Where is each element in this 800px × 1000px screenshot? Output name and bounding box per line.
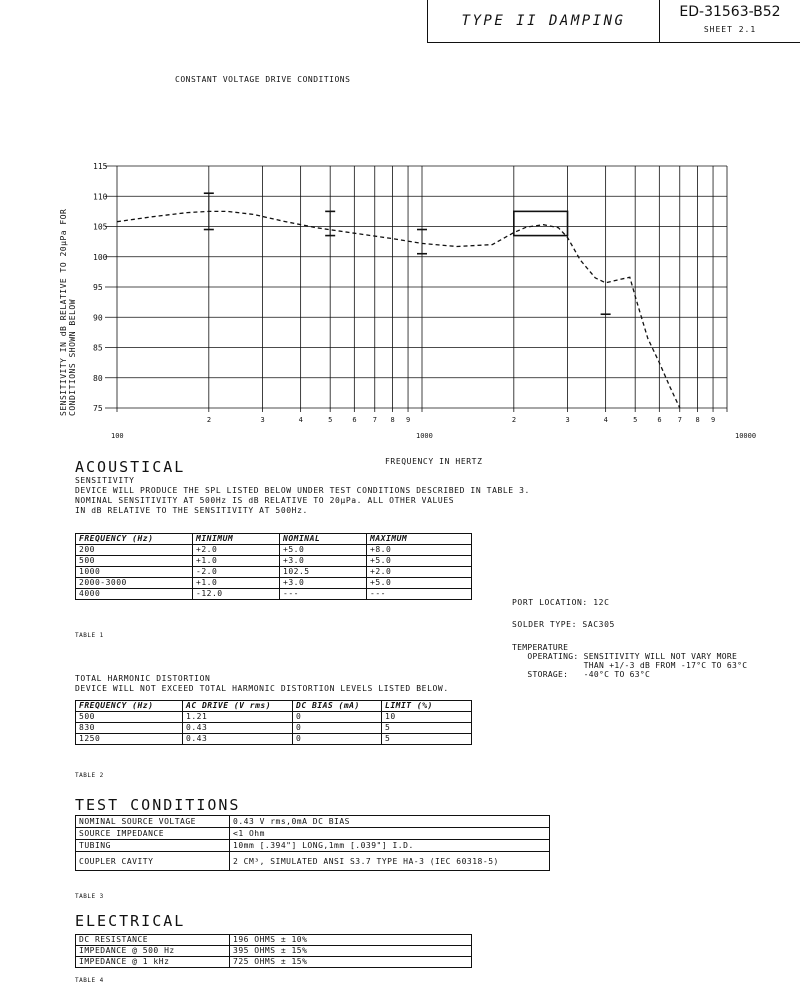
table-cell: COUPLER CAVITY <box>76 852 230 871</box>
table-cell: 5 <box>382 734 472 745</box>
y-tick-label: 105 <box>93 222 108 232</box>
table-header-cell: FREQUENCY (Hz) <box>76 701 183 712</box>
table-4-caption: TABLE 4 <box>75 977 104 984</box>
y-tick-label: 80 <box>93 373 103 383</box>
table-cell: <1 Ohm <box>230 828 550 840</box>
table-header-cell: DC BIAS (mA) <box>293 701 382 712</box>
sheet-number: SHEET 2.1 <box>703 25 757 34</box>
table-1-caption: TABLE 1 <box>75 632 104 639</box>
acoustical-heading: ACOUSTICAL <box>75 458 186 476</box>
table-cell: +2.0 <box>367 567 472 578</box>
y-tick-label: 115 <box>93 162 108 171</box>
table-cell: 2 CM³, SIMULATED ANSI S3.7 TYPE HA-3 (IEC 60318-5) <box>230 852 550 871</box>
table-cell: --- <box>280 589 367 600</box>
table-header-cell: MINIMUM <box>193 534 280 545</box>
table-row <box>76 556 472 567</box>
table-cell: SOURCE IMPEDANCE <box>76 828 230 840</box>
table-cell: --- <box>367 589 472 600</box>
table-row <box>76 957 472 968</box>
table-cell: 0.43 V rms,0mA DC BIAS <box>230 816 550 828</box>
table-cell: 395 OHMS ± 15% <box>230 946 472 957</box>
electrical-heading: ELECTRICAL <box>75 912 186 930</box>
table-1-sensitivity <box>75 533 472 600</box>
table-cell: 500 <box>76 556 193 567</box>
table-cell: +5.0 <box>367 578 472 589</box>
table-header-cell: FREQUENCY (Hz) <box>76 534 193 545</box>
table-cell: +3.0 <box>280 556 367 567</box>
table-3-test-conditions <box>75 815 550 871</box>
table-cell: 10mm [.394"] LONG,1mm [.039"] I.D. <box>230 840 550 852</box>
frequency-response-chart <box>0 60 800 470</box>
x-decade-label: 1000 <box>416 432 433 440</box>
table-2-caption: TABLE 2 <box>75 772 104 779</box>
table-cell: 725 OHMS ± 15% <box>230 957 472 968</box>
x-tick-label: 5 <box>328 416 333 424</box>
table-row <box>76 578 472 589</box>
x-tick-label: 7 <box>677 416 682 424</box>
y-axis-label-line-1: SENSITIVITY IN dB RELATIVE TO 20µPa FOR <box>59 208 68 416</box>
x-decade-label: 10000 <box>735 432 757 440</box>
table-row <box>76 946 472 957</box>
table-cell: +5.0 <box>367 556 472 567</box>
table-cell: NOMINAL SOURCE VOLTAGE <box>76 816 230 828</box>
table-header-cell: LIMIT (%) <box>382 701 472 712</box>
table-cell: -2.0 <box>193 567 280 578</box>
table-row <box>76 840 550 852</box>
table-row <box>76 734 472 745</box>
x-ticks <box>111 416 756 440</box>
table-cell: 5 <box>382 723 472 734</box>
y-tick-label: 75 <box>93 404 103 413</box>
table-row <box>76 828 550 840</box>
doc-title: TYPE II DAMPING <box>461 13 626 29</box>
table-row <box>76 723 472 734</box>
x-tick-label: 5 <box>633 416 638 424</box>
table-cell: +1.0 <box>193 578 280 589</box>
table-cell: 4000 <box>76 589 193 600</box>
table-cell: 0.43 <box>183 734 293 745</box>
acoustical-paragraph: SENSITIVITY DEVICE WILL PRODUCE THE SPL LISTED BELOW UNDER TEST CONDITIONS DESCRIBED IN TABLE 3. NOMINAL SENSITIVITY AT 500Hz IS dB RELATIVE TO 20µPa. ALL OTHER VALUES IN dB RELATIVE TO THE SENSITIVITY AT 500Hz. <box>75 476 530 515</box>
table-cell: 830 <box>76 723 183 734</box>
table-cell: IMPEDANCE @ 1 kHz <box>76 957 230 968</box>
x-tick-label: 6 <box>352 416 357 424</box>
table-cell: 0 <box>293 734 382 745</box>
x-tick-label: 4 <box>603 416 608 424</box>
x-tick-label: 3 <box>260 416 265 424</box>
x-tick-label: 9 <box>711 416 716 424</box>
table-row <box>76 712 472 723</box>
table-cell: +3.0 <box>280 578 367 589</box>
table-cell: TUBING <box>76 840 230 852</box>
table-row <box>76 589 472 600</box>
port-location: PORT LOCATION: 12C <box>512 598 610 607</box>
table-header-cell: NOMINAL <box>280 534 367 545</box>
y-tick-label: 100 <box>93 252 108 262</box>
y-tick-label: 95 <box>93 283 103 292</box>
table-cell: 500 <box>76 712 183 723</box>
thd-paragraph: TOTAL HARMONIC DISTORTION DEVICE WILL NOT EXCEED TOTAL HARMONIC DISTORTION LEVELS LISTED BELOW. <box>75 674 449 693</box>
table-row <box>76 567 472 578</box>
table-cell: +5.0 <box>280 545 367 556</box>
test-conditions-heading: TEST CONDITIONS <box>75 796 241 814</box>
y-ticks <box>93 162 108 413</box>
x-tick-label: 6 <box>657 416 662 424</box>
y-tick-label: 90 <box>93 313 103 323</box>
table-row <box>76 545 472 556</box>
table-header-cell: AC DRIVE (V rms) <box>183 701 293 712</box>
table-cell: 102.5 <box>280 567 367 578</box>
x-tick-label: 8 <box>390 416 395 424</box>
title-block <box>427 0 800 43</box>
y-tick-label: 110 <box>93 192 108 202</box>
y-axis-label <box>59 209 77 416</box>
table-cell: +2.0 <box>193 545 280 556</box>
table-cell: +1.0 <box>193 556 280 567</box>
table-row <box>76 816 550 828</box>
x-tick-label: 8 <box>695 416 700 424</box>
temperature-note: TEMPERATURE OPERATING: SENSITIVITY WILL NOT VARY MORE THAN +1/-3 dB FROM -17°C TO 63°C STORAGE: -40°C TO 63°C <box>512 643 748 679</box>
table-3-caption: TABLE 3 <box>75 893 104 900</box>
response-series-line <box>117 211 680 408</box>
chart-title: CONSTANT VOLTAGE DRIVE CONDITIONS <box>175 75 351 84</box>
x-axis-label: FREQUENCY IN HERTZ <box>385 457 483 466</box>
x-tick-label: 9 <box>406 416 411 424</box>
x-tick-label: 4 <box>298 416 303 424</box>
table-cell: 2000-3000 <box>76 578 193 589</box>
x-tick-label: 2 <box>511 416 517 424</box>
table-header-cell: MAXIMUM <box>367 534 472 545</box>
table-cell: DC RESISTANCE <box>76 935 230 946</box>
table-header-row <box>76 534 472 545</box>
table-cell: 0.43 <box>183 723 293 734</box>
table-cell: 0 <box>293 712 382 723</box>
table-cell: 0 <box>293 723 382 734</box>
table-header-row <box>76 701 472 712</box>
y-axis-label-line-2: CONDITIONS SHOWN BELOW <box>68 299 77 416</box>
table-row <box>76 852 550 871</box>
x-tick-label: 7 <box>372 416 377 424</box>
table-cell: 1250 <box>76 734 183 745</box>
table-cell: +8.0 <box>367 545 472 556</box>
x-tick-label: 2 <box>206 416 212 424</box>
table-2-thd <box>75 700 472 745</box>
table-cell: IMPEDANCE @ 500 Hz <box>76 946 230 957</box>
x-decade-label: 100 <box>111 432 124 440</box>
table-row <box>76 935 472 946</box>
doc-number: ED-31563-B52 <box>679 4 781 20</box>
x-tick-label: 3 <box>565 416 570 424</box>
limit-box <box>514 211 568 235</box>
table-cell: -12.0 <box>193 589 280 600</box>
y-tick-label: 85 <box>93 343 103 353</box>
solder-type: SOLDER TYPE: SAC305 <box>512 620 615 629</box>
table-cell: 200 <box>76 545 193 556</box>
limit-markers <box>204 193 611 314</box>
table-4-electrical <box>75 934 472 968</box>
table-cell: 1000 <box>76 567 193 578</box>
table-cell: 1.21 <box>183 712 293 723</box>
table-cell: 10 <box>382 712 472 723</box>
title-cell <box>428 0 660 42</box>
table-cell: 196 OHMS ± 10% <box>230 935 472 946</box>
